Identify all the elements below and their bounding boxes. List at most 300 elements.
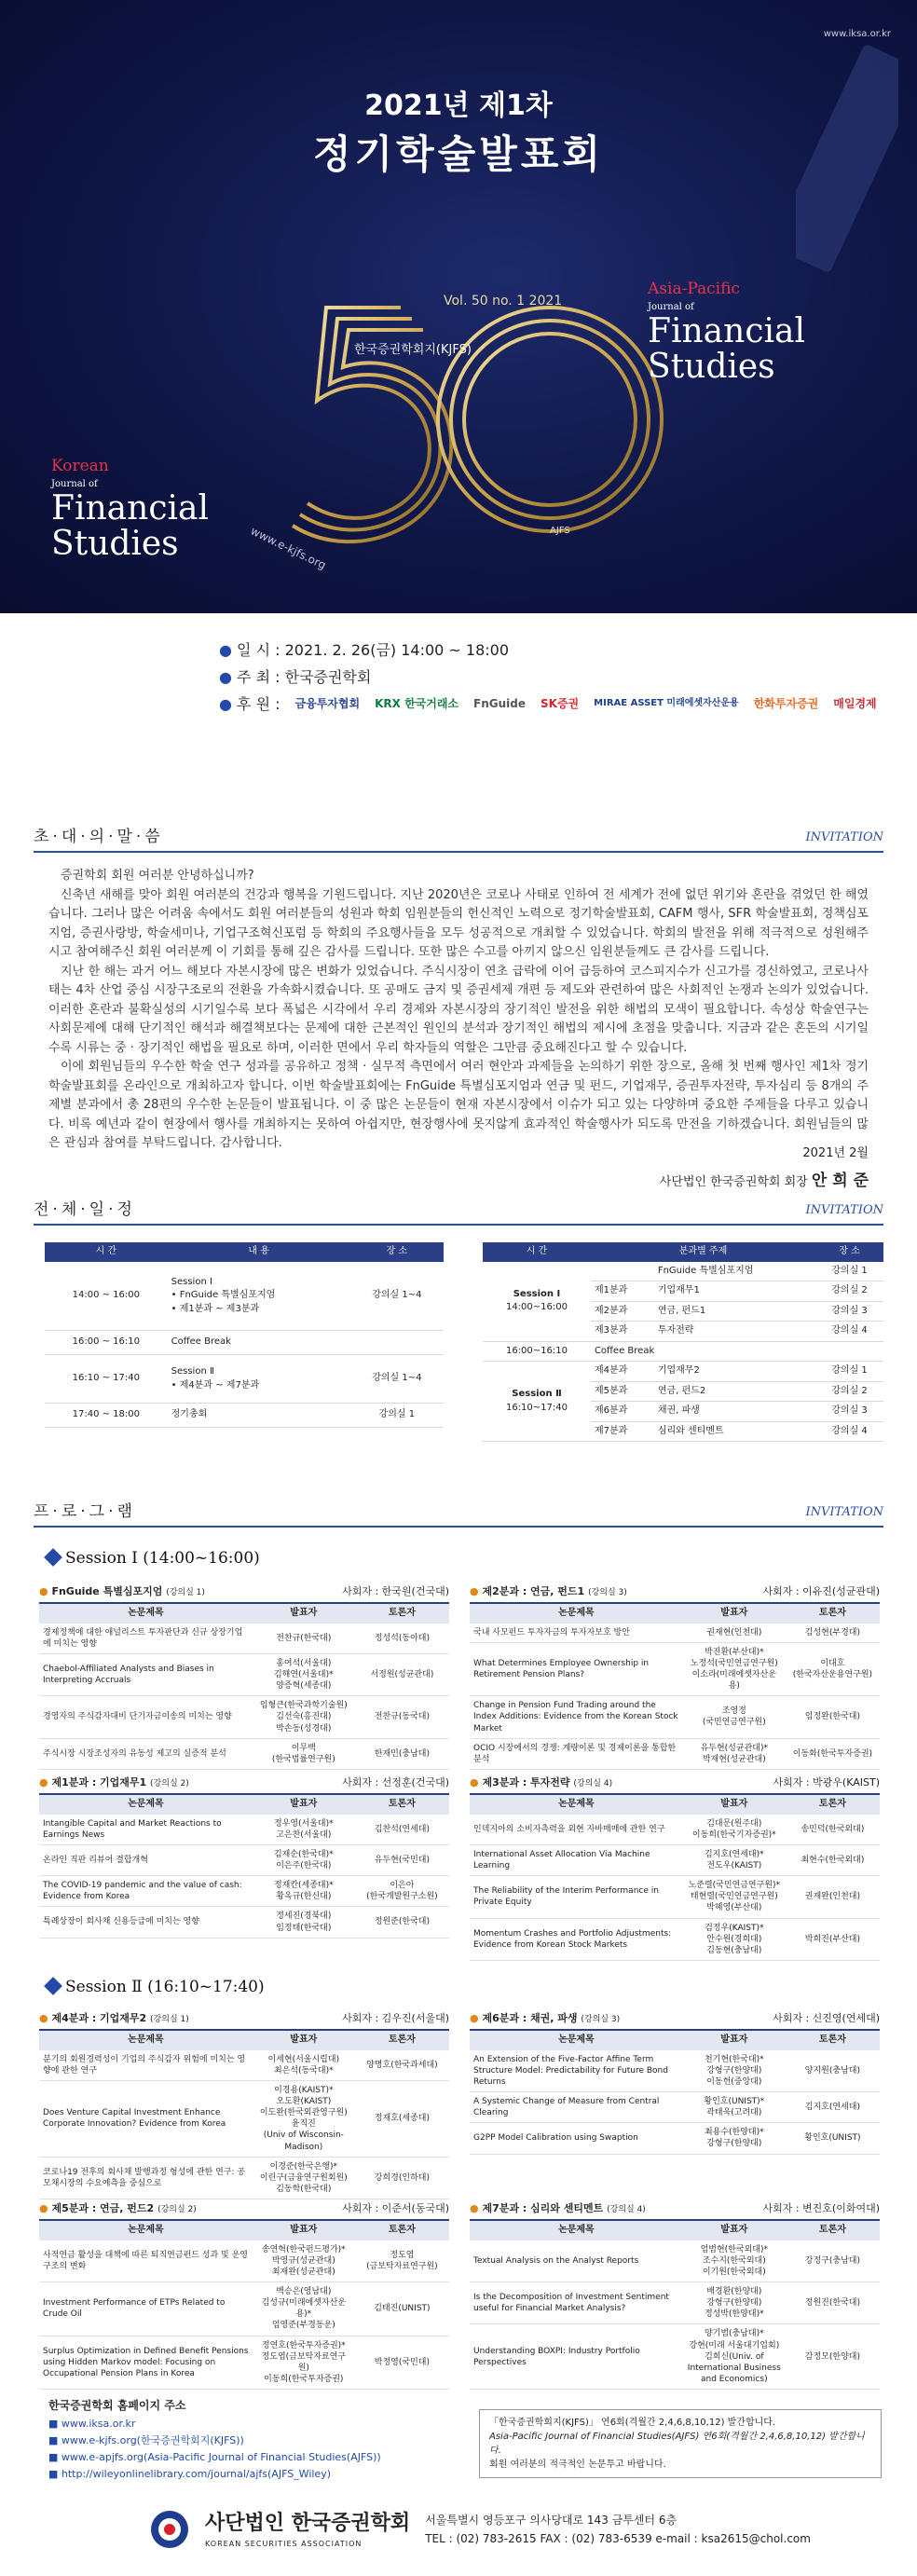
discussant: 최현수(한국외대) <box>786 1844 880 1875</box>
paper-title: The Reliability of the Interim Performance in Private Equity <box>470 1876 683 1918</box>
block-name-text: 제6분과 : 채권, 파생 <box>482 2012 578 2024</box>
schedule-left-table <box>45 1242 444 1428</box>
paper-title: 주식시장 시장조성자의 유동성 제고의 실증적 분석 <box>39 1738 253 1769</box>
table-row <box>39 1738 449 1769</box>
col-header: 논문제목 <box>470 2030 683 2050</box>
table-row <box>470 2091 880 2122</box>
block-name-text: 제5분과 : 연금, 펀드2 <box>51 2202 155 2214</box>
event-info <box>219 639 509 693</box>
discussant: 서정원(성균관대) <box>355 1653 449 1695</box>
program-header <box>34 1500 883 1528</box>
cell: 강의실 4 <box>815 1421 883 1442</box>
letter-para: 증권학회 회원 여러분 안녕하십니까? <box>61 869 254 883</box>
cell: 제1분과 <box>591 1281 654 1302</box>
event-host: ● 주 최 : 한국증권학회 <box>219 668 372 687</box>
table-row <box>470 2050 880 2092</box>
paper-title: Momentum Crashes and Portfolio Adjustments: Evidence from Korean Stock Markets <box>470 1918 683 1960</box>
table-row <box>39 1876 449 1907</box>
table-row <box>39 1653 449 1695</box>
presenter: 정연호(한국투자증권)* 정도엽(금보탁자료연구원) 이동희(한국투자증권) <box>253 2336 355 2390</box>
site-url[interactable]: www.iksa.or.kr <box>823 29 891 39</box>
discussant: 전찬규(동국대) <box>355 1696 449 1738</box>
cell: Session Ⅰ • FnGuide 특별심포지엄 • 제1분과 ~ 제3분과 <box>168 1262 350 1331</box>
s1-time: 14:00~16:00 <box>505 1302 568 1312</box>
program-block <box>470 1775 880 1961</box>
presenter: 이경준(한국은행)* 이린구(금융연구원회원) 김동학(한국대) <box>253 2157 355 2199</box>
cell: 심리와 센티멘트 <box>654 1421 815 1442</box>
presenter: 유두현(성균관대)* 박재현(성균관대) <box>683 1738 786 1769</box>
table-row <box>470 2324 880 2390</box>
discussant: 박정영(국민대) <box>355 2336 449 2390</box>
discussant: 유두현(국민대) <box>355 1844 449 1875</box>
schedule-en: INVITATION <box>805 1202 883 1217</box>
paper-title: Intangible Capital and Market Reactions to Earnings News <box>39 1815 253 1845</box>
block-name: ● FnGuide 특별심포지엄 (강의실 1) <box>39 1585 205 1597</box>
program-block <box>39 2011 449 2199</box>
col-header: 장 소 <box>350 1242 444 1262</box>
col-header: 발표자 <box>253 1603 355 1624</box>
cell: 16:00~16:10 <box>483 1341 591 1362</box>
discussant: 감정모(한양대) <box>786 2324 880 2390</box>
table-row <box>45 1331 444 1355</box>
kj-studies: Studies <box>51 524 179 563</box>
col-header: 내 용 <box>168 1242 350 1262</box>
col-header: 분과별 주제 <box>591 1242 815 1262</box>
discussant: 권재완(인천대) <box>786 1876 880 1918</box>
cell: FnGuide 특별심포지엄 <box>654 1262 815 1281</box>
block-chair: 사회자 : 선정훈(건국대) <box>342 1776 449 1788</box>
sponsor-mk: 매일경제 <box>833 696 877 710</box>
table-row <box>470 2123 880 2154</box>
discussant: 이은아 (한국개발원구소원) <box>355 1876 449 1907</box>
presenter: 권재현(인천대) <box>683 1624 786 1643</box>
cell: 정기총회 <box>168 1404 350 1428</box>
presenter: 천기현(한국대)* 강형구(한양대) 이동헌(중앙대) <box>683 2050 786 2092</box>
sponsor-label-text: 후 원 : <box>237 695 281 713</box>
footer-org-en: KOREAN SECURITIES ASSOCIATION <box>205 2540 363 2549</box>
cell: 강의실 3 <box>815 1402 883 1422</box>
signature-block <box>660 1143 869 1196</box>
paper-title: 인덱지아의 소비자측력을 외현 자바매매에 관한 연구 <box>470 1815 683 1845</box>
discussant: 송민덕(한국외대) <box>786 1815 880 1845</box>
presenter: 김재순(한국대)* 이은주(한국대) <box>253 1844 355 1875</box>
paper-title: Does Venture Capital Investment Enhance Corporate Innovation? Evidence from Korea <box>39 2080 253 2157</box>
discussant: 강희경(인하대) <box>355 2157 449 2199</box>
table-row <box>470 1918 880 1960</box>
paper-title: International Asset Allocation Via Machine Learning <box>470 1844 683 1875</box>
kjfs-label: 한국증권학회지(KJFS) <box>354 343 472 357</box>
col-header: 발표자 <box>683 2030 786 2050</box>
table-row <box>470 1876 880 1918</box>
presenter: 홍여석(서울대) 김해연(서울대)* 양증혁(세종대) <box>253 1653 355 1695</box>
paper-title: 국내 사모펀드 투자자금의 투자자보호 방안 <box>470 1624 683 1643</box>
sponsor-label: ● 후 원 : <box>219 695 281 713</box>
discussant: 김성현(부경대) <box>786 1624 880 1643</box>
col-header: 발표자 <box>253 2030 355 2050</box>
col-header: 시 간 <box>45 1242 168 1262</box>
block-header <box>470 1584 880 1599</box>
s2-time: 16:10~17:40 <box>505 1402 568 1413</box>
cell: 제7분과 <box>591 1421 654 1442</box>
event-name: 정기학술발표회 <box>312 131 604 177</box>
sponsor-mirae: MIRAE ASSET 미래에셋자산운용 <box>594 698 739 709</box>
col-header: 토론자 <box>355 2220 449 2240</box>
invitation-en: INVITATION <box>805 829 883 844</box>
col-header: 토론자 <box>355 1603 449 1624</box>
block-name: ● 제5분과 : 연금, 펀드2 (강의실 2) <box>39 2202 197 2214</box>
presenter: 이세현(서울시립대) 최은석(동국대)* <box>253 2050 355 2081</box>
block-room: (강의실 3) <box>581 2015 621 2024</box>
col-header: 발표자 <box>683 1603 786 1624</box>
cell: 연금, 펀드2 <box>654 1381 815 1402</box>
paper-title: Understanding BOXPI: Industry Portfolio Perspectives <box>470 2324 683 2390</box>
cell: Session Ⅱ • 제4분과 ~ 제7분과 <box>168 1355 350 1404</box>
table-row <box>483 1262 883 1281</box>
letter-date: 2021년 2월 <box>802 1146 869 1160</box>
table-row <box>39 2336 449 2390</box>
presenter: 검정우(KAIST)* 안수원(경희대) 김동현(충남대) <box>683 1918 786 1960</box>
sponsor-fnguide: FnGuide <box>473 696 527 710</box>
cell: 투자전략 <box>654 1322 815 1342</box>
program-block <box>39 1584 449 1770</box>
link-eapjfs[interactable]: ■ www.e-apjfs.org(Asia-Pacific Journal of Financial Studies(AJFS)) <box>48 2451 381 2464</box>
discussant: 김지호(연세대) <box>786 2091 880 2122</box>
col-header: 토론자 <box>355 1794 449 1815</box>
block-name: ● 제2분과 : 연금, 펀드1 (강의실 3) <box>470 1585 627 1597</box>
program-en: INVITATION <box>805 1504 883 1519</box>
table-row <box>39 1696 449 1738</box>
event-year: 2021년 제1차 <box>364 89 553 122</box>
block-room: (강의실 4) <box>573 1779 613 1788</box>
schedule-right-table <box>483 1242 883 1442</box>
block-room: (강의실 1) <box>166 1588 205 1597</box>
program-block <box>470 2201 880 2390</box>
block-chair: 사회자 : 이준서(동국대) <box>342 2202 449 2214</box>
table-row <box>470 2281 880 2323</box>
presenter: 엄범현(한국외대)* 조수지(한국외대) 이기원(한국외대) <box>683 2240 786 2282</box>
cell: 16:10 ~ 17:40 <box>45 1355 168 1404</box>
invitation-header <box>34 826 883 853</box>
link-text[interactable]: www.iksa.or.kr <box>61 2417 136 2430</box>
col-header: 발표자 <box>683 1794 786 1815</box>
footer-contact-line: TEL : (02) 783-2615 FAX : (02) 783-6539 e-mail : ksa2615@chol.com <box>425 2532 811 2545</box>
s1-label: Session Ⅰ <box>513 1288 561 1299</box>
col-header: 발표자 <box>683 2220 786 2240</box>
presenter: 박진환(부산대)* 노정석(국민연금연구원) 이소라(미래에셋자산운용) <box>683 1642 786 1696</box>
paper-title: 특례상장이 회사채 신용등급에 미치는 영향 <box>39 1907 253 1938</box>
table-row <box>39 1844 449 1875</box>
table-row <box>39 1815 449 1845</box>
cube-icon <box>44 1977 62 1995</box>
discussant: 임정완(한국대) <box>786 1696 880 1738</box>
col-header: 토론자 <box>786 1603 880 1624</box>
discussant: 강정구(충남대) <box>786 2240 880 2282</box>
paper-title: Change in Pension Fund Trading around the Index Additions: Evidence from the Korean Stock Market <box>470 1696 683 1738</box>
presenter: 김대문(원주대) 이동희(한국기자증권)* <box>683 1815 786 1845</box>
aj-journal-of: Journal of <box>648 301 694 312</box>
fifty-emblem-icon <box>252 270 690 569</box>
table-row <box>470 1696 880 1738</box>
cell: 강의실 2 <box>815 1381 883 1402</box>
discussant: 정원진(한국대) <box>786 2281 880 2323</box>
program-block <box>39 1775 449 1939</box>
cell <box>591 1262 654 1281</box>
block-name: ● 제6분과 : 채권, 파생 (강의실 3) <box>470 2012 621 2024</box>
presenter: 전찬규(한국대) <box>253 1624 355 1654</box>
block-name-text: 제3분과 : 투자전략 <box>482 1776 570 1788</box>
discussant: 정도엽 (금보탁자료연구원) <box>355 2240 449 2282</box>
aj-financial: Financial <box>648 312 805 351</box>
homepage-links <box>48 2397 381 2483</box>
s2-label: Session Ⅱ <box>512 1389 562 1399</box>
cell: 강의실 2 <box>815 1281 883 1302</box>
discussant: 양명호(한국과세대) <box>355 2050 449 2081</box>
discussant: 이대호 (한국자산운용연구원) <box>786 1642 880 1696</box>
kj-financial: Financial <box>51 489 209 528</box>
invitation-title: 초·대·의·말·씀 <box>34 828 164 846</box>
col-header: 토론자 <box>786 1794 880 1815</box>
cell: 기업재무2 <box>654 1362 815 1382</box>
cell: 16:00 ~ 16:10 <box>45 1331 168 1355</box>
paper-title: Textual Analysis on the Analyst Reports <box>470 2240 683 2282</box>
paper-title: G2PP Model Calibration using Swaption <box>470 2123 683 2154</box>
table-row <box>39 2240 449 2282</box>
link-ekjfs[interactable]: ■ www.e-kjfs.org(한국증권학회지(KJFS)) <box>48 2433 244 2446</box>
event-host-text: 주 최 : 한국증권학회 <box>237 668 372 687</box>
table-row <box>39 1907 449 1938</box>
cell: 강의실 1 <box>350 1404 444 1428</box>
cell: 강의실 1~4 <box>350 1355 444 1404</box>
aj-asia-pacific: Asia-Pacific <box>648 280 740 298</box>
sponsor-krx: KRX 한국거래소 <box>375 696 459 710</box>
table-row <box>39 2080 449 2157</box>
block-room: (강의실 2) <box>150 1779 189 1788</box>
discussant: 김찬석(연세대) <box>355 1815 449 1845</box>
presenter: 백승은(영남대) 김성규(미래에셋자산운용)* 엄영준(부경동운) <box>253 2281 355 2336</box>
block-name-text: 제7분과 : 심리와 센티멘트 <box>482 2202 604 2214</box>
footer <box>149 2509 820 2550</box>
link-text[interactable]: www.e-kjfs.org(한국증권학회지(KJFS)) <box>61 2433 244 2446</box>
discussant: 이동화(한국투자증권) <box>786 1738 880 1769</box>
block-room: (강의실 1) <box>150 2015 189 2024</box>
table-row <box>39 2281 449 2336</box>
sponsor-hanwha: 한화투자증권 <box>753 696 819 710</box>
paper-title: The COVID-19 pandemic and the value of cash: Evidence from Korea <box>39 1876 253 1907</box>
event-date-text: 일 시 : 2021. 2. 26(금) 14:00 ~ 18:00 <box>237 641 510 659</box>
block-chair: 사회자 : 한국원(건국대) <box>342 1585 449 1597</box>
ksa-logo-icon <box>149 2509 190 2550</box>
block-header <box>39 2201 449 2216</box>
notice-line: 회원 여러분의 적극적인 논문투고 바랍니다. <box>489 2460 666 2470</box>
table-row <box>39 2157 449 2199</box>
discussant: 정성석(동아대) <box>355 1624 449 1654</box>
presenter: 임형큰(한국과학기술원) 김선숙(흥진대) 박손동(성경대) <box>253 1696 355 1738</box>
presenter: 양기범(충남대)* 강현(미래 서울대기업회) 김희신(Univ. of International Business and Economics) <box>683 2324 786 2390</box>
block-header <box>470 2011 880 2026</box>
program-title: 프·로·그·램 <box>34 1502 136 1521</box>
block-chair: 사회자 : 신진영(연세대) <box>773 2012 880 2024</box>
ekjfs-url: www.e-kjfs.org <box>248 524 329 572</box>
asia-journal-logo <box>648 278 805 385</box>
block-name-text: 제1분과 : 기업재무1 <box>51 1776 147 1788</box>
table-row <box>470 1815 880 1845</box>
presenter: 조영정 (국민연금연구원) <box>683 1696 786 1738</box>
col-header: 논문제목 <box>39 2220 253 2240</box>
paper-title: 경영자의 주식감자대비 단기자금이송의 미치는 영향 <box>39 1696 253 1738</box>
session1-cell <box>483 1262 591 1342</box>
block-name-text: 제4분과 : 기업재무2 <box>51 2012 147 2024</box>
paper-title: 경제정책에 대한 애널리스트 투자판단과 신규 상장기업에 미치는 영향 <box>39 1624 253 1654</box>
paper-title: A Systemic Change of Measure from Central Clearing <box>470 2091 683 2122</box>
cell: 제5분과 <box>591 1381 654 1402</box>
journal-notice <box>479 2409 882 2478</box>
cell: 강의실 1~4 <box>350 1262 444 1331</box>
cell: 제4분과 <box>591 1362 654 1382</box>
discussant: 한재민(충남대) <box>355 1738 449 1769</box>
schedule-title: 전·체·일·정 <box>34 1200 136 1219</box>
session2-title <box>47 1976 265 1999</box>
link-wiley[interactable]: ■ http://wileyonlinelibrary.com/journal/ajfs(AJFS_Wiley) <box>48 2468 332 2481</box>
aj-studies: Studies <box>648 347 775 386</box>
notice-line: 「한국증권학회지(KJFS)」 연6회(격월간 2,4,6,8,10,12) 발간합니다. <box>489 2418 776 2428</box>
table-row <box>470 2240 880 2282</box>
col-header: 논문제목 <box>470 1603 683 1624</box>
table-row <box>39 2050 449 2081</box>
cell <box>350 1331 444 1355</box>
col-header: 장 소 <box>815 1242 883 1262</box>
session1-text: Session Ⅰ (14:00~16:00) <box>65 1549 260 1568</box>
cell: Coffee Break <box>168 1331 350 1355</box>
cell: 연금, 펀드1 <box>654 1301 815 1322</box>
block-chair: 사회자 : 박광우(KAIST) <box>773 1776 880 1788</box>
cell: 강의실 4 <box>815 1322 883 1342</box>
presenter: 배경환(한양대) 강형구(한양대) 정성박(한양대)* <box>683 2281 786 2323</box>
letter-para: 지난 한 해는 과거 어느 해보다 자본시장에 많은 변화가 있었습니다. 주식시장이 연초 급락에 이어 급등하여 코스피지수가 신고가를 경신하였고, 코로나사태는 4차 산업 중심 시장구조로의 전환을 가속화시켰습니다. 또 공매도 금지 및 증권세제 개편 등 제도와 관련하여 많은 사회적인 논쟁과 논의가 있었습니다. 이러한 혼란과 불확실성의 시기일수록 보다 폭넓은 시각에서 우리 경제와 자본시장의 장기적인 발전을 위한 해법의 모색이 필요합니다. 속성상 학술연구는 사회문제에 대해 단기적인 해석과 해결책보다는 문제에 대한 근본적인 원인의 분석과 장기적인 해법의 제시에 초점을 맞춥니다. 지금과 같은 혼돈의 시기일수록 시류는 중 · 장기적인 해법을 필요로 하며, 이러한 면에서 우리 학자들의 역할은 그만큼 중요해진다고 할 수 있습니다. <box>48 964 869 1055</box>
link-iksa[interactable]: ■ www.iksa.or.kr <box>48 2417 136 2430</box>
ajfs-label: AJFS <box>550 526 570 536</box>
presenter: 정재칸(세종대)* 황옥규(한신대) <box>253 1876 355 1907</box>
session2-cell <box>483 1362 591 1442</box>
cell: 제2분과 <box>591 1301 654 1322</box>
block-name: ● 제1분과 : 기업재무1 (강의실 2) <box>39 1776 189 1788</box>
paper-title: Investment Performance of ETPs Related to Crude Oil <box>39 2281 253 2336</box>
cell: 채권, 파생 <box>654 1402 815 1422</box>
block-name: ● 제7분과 : 심리와 센티멘트 (강의실 4) <box>470 2202 646 2214</box>
table-row <box>39 1624 449 1654</box>
link-text[interactable]: http://wileyonlinelibrary.com/journal/ajfs(AJFS_Wiley) <box>61 2468 332 2481</box>
discussant: 정원준(한국대) <box>355 1907 449 1938</box>
col-header: 논문제목 <box>470 2220 683 2240</box>
invitation-letter <box>48 867 869 1154</box>
col-header: 토론자 <box>786 2030 880 2050</box>
cell: 17:40 ~ 18:00 <box>45 1404 168 1428</box>
notice-line: Asia-Pacific Journal of Financial Studies(AJFS) 연6회(격월간 2,4,6,8,10,12) 발간합니다. <box>489 2432 865 2456</box>
presenter: 이경용(KAIST)* 오도환(KAIST) 이도완(한국외관영구원) 윤직진 (Univ of Wisconsin-Madison) <box>253 2080 355 2157</box>
block-name-text: 제2분과 : 연금, 펀드1 <box>482 1585 585 1597</box>
col-header: 발표자 <box>253 2220 355 2240</box>
presenter: 황인호(UNIST)* 곽태욱(고려대) <box>683 2091 786 2122</box>
kj-korean: Korean <box>51 457 109 475</box>
block-header <box>39 2011 449 2026</box>
session2-text: Session Ⅱ (16:10~17:40) <box>65 1978 265 1996</box>
signer <box>660 1166 869 1196</box>
paper-title: 분기의 회원경력성이 기업의 주식감자 위험에 미치는 영향에 관한 연구 <box>39 2050 253 2081</box>
link-text[interactable]: www.e-apjfs.org(Asia-Pacific Journal of Financial Studies(AJFS)) <box>61 2451 381 2464</box>
table-row <box>470 1738 880 1769</box>
presenter: 송연혁(한국펀드평가)* 박영규(성균관대) 최재완(성균관대) <box>253 2240 355 2282</box>
col-header: 토론자 <box>786 2220 880 2240</box>
block-room: (강의실 4) <box>607 2205 646 2214</box>
cell: 강의실 3 <box>815 1301 883 1322</box>
paper-title: 사적연금 활성을 대책에 따른 퇴직연금펀드 성과 및 운영구조의 변화 <box>39 2240 253 2282</box>
table-row <box>45 1404 444 1428</box>
footer-org-name: 사단법인 한국증권학회 <box>205 2512 411 2536</box>
paper-title: What Determines Employee Ownership in Retirement Pension Plans? <box>470 1642 683 1696</box>
paper-title: Surplus Optimization in Defined Benefit Pensions using Hidden Markov model: Focusing on Occupational Pension Plans in Korea <box>39 2336 253 2390</box>
cell: 제6분과 <box>591 1402 654 1422</box>
block-room: (강의실 2) <box>157 2205 197 2214</box>
table-row <box>45 1262 444 1331</box>
program-block <box>39 2201 449 2390</box>
letter-para: 신축년 새해를 맞아 회원 여러분의 건강과 행복을 기원드립니다. 지난 2020년은 코로나 사태로 인하여 전 세계가 전에 없던 위기와 혼란을 겪었던 한 해였습니다. 그러나 많은 어려움 속에서도 회원 여러분들의 성원과 학회 임원분들의 헌신적인 노력으로 정기학술발표회, CAFM 행사, SFR 학술발표회, 정책심포지엄, 증권사랑방, 학술세미나, 기업구조혁신포럼 등 학회의 주요행사들을 모두 성공적으로 개최할 수 있었습니다. 학회의 발전을 위해 적극적으로 성원해주시고 참여해주신 회원 여러분께 이 기회를 통해 깊은 감사를 드립니다. 또한 많은 수고를 아끼지 않으신 임원분들께도 큰 감사를 드립니다. <box>48 887 869 960</box>
table-row <box>470 1642 880 1696</box>
discussant: 박희진(부산대) <box>786 1918 880 1960</box>
sponsor-kofia: 금융투자협회 <box>294 696 361 710</box>
block-chair: 사회자 : 이유진(성균관대) <box>762 1585 880 1597</box>
links-heading: 한국증권학회 홈페이지 주소 <box>48 2399 186 2412</box>
schedule-header <box>34 1199 883 1226</box>
block-header <box>39 1775 449 1790</box>
letter-para: 이에 회원님들의 우수한 학술 연구 성과를 공유하고 정책 · 실무적 측면에서 여러 현안과 과제들을 논의하기 위한 장으로, 올해 첫 번째 행사인 제1차 정기학술발표회를 온라인으로 개최하고자 합니다. 이번 학술발표회에는 FnGuide 특별심포지엄과 연금 및 펀드, 기업재무, 증권투자전략, 투자심리 등 8개의 주제별 분과에서 총 28편의 우수한 논문들이 발표됩니다. 이 중 많은 논문들이 현재 자본시장에서 이슈가 되고 있는 다양하며 중요한 주제들을 다루고 있습니다. 비록 예년과 같이 현장에서 행사를 개최하지는 못하여 아쉽지만, 현장행사에 못지않게 효과적인 학술행사가 되도록 만전을 기하겠습니다. 회원님들의 많은 관심과 참여를 부탁드립니다. 감사합니다. <box>48 1060 869 1151</box>
sponsor-sk: SK증권 <box>541 696 580 710</box>
table-row <box>470 1844 880 1875</box>
cell: 제3분과 <box>591 1322 654 1342</box>
block-room: (강의실 3) <box>588 1588 627 1597</box>
col-header: 논문제목 <box>470 1794 683 1815</box>
footer-address-line: 서울특별시 영등포구 의사당대로 143 금투센터 6층 <box>425 2513 677 2527</box>
discussant: 황인호(UNIST) <box>786 2123 880 2154</box>
paper-title: 코로나19 전후의 회사채 발행과정 형성에 관한 연구: 공모채시장의 수요예측을 중심으로 <box>39 2157 253 2199</box>
col-header: 논문제목 <box>39 2030 253 2050</box>
col-header: 논문제목 <box>39 1794 253 1815</box>
signer-name: 안 희 준 <box>811 1171 869 1190</box>
hero-banner <box>0 0 917 613</box>
kj-journal-of: Journal of <box>51 478 98 489</box>
paper-title: Is the Decomposition of Investment Sentiment useful for Financial Market Analysis? <box>470 2281 683 2323</box>
block-chair: 사회자 : 변진호(이화여대) <box>762 2202 880 2214</box>
block-name: ● 제3분과 : 투자전략 (강의실 4) <box>470 1776 613 1788</box>
presenter: 정세진(경북대) 임정태(한국대) <box>253 1907 355 1938</box>
paper-title: OCIO 시장에서의 경쟁: 계량이론 및 경제이론을 통합한 분석 <box>470 1738 683 1769</box>
block-header <box>470 2201 880 2216</box>
discussant: 정재호(세종대) <box>355 2080 449 2157</box>
footer-address <box>425 2511 811 2549</box>
col-header: 시 간 <box>483 1242 591 1262</box>
cell: 강의실 1 <box>815 1262 883 1281</box>
presenter: 최용수(한양대)* 강형구(한양대) <box>683 2123 786 2154</box>
presenter: 노준렬(국민연금연구원)* 태현렬(국민연금연구원) 박혜영(부산대) <box>683 1876 786 1918</box>
session1-title <box>47 1547 260 1570</box>
discussant: 양지원(충남대) <box>786 2050 880 2092</box>
cell: 강의실 1 <box>815 1362 883 1382</box>
presenter: 이무백 (한국법률연구원) <box>253 1738 355 1769</box>
cell: 기업재무1 <box>654 1281 815 1302</box>
paper-title: Chaebol-Affiliated Analysts and Biases in Interpreting Accruals <box>39 1653 253 1695</box>
program-block <box>470 1584 880 1770</box>
event-date: ● 일 시 : 2021. 2. 26(금) 14:00 ~ 18:00 <box>219 641 510 659</box>
block-header <box>470 1775 880 1790</box>
cube-icon <box>44 1548 62 1567</box>
